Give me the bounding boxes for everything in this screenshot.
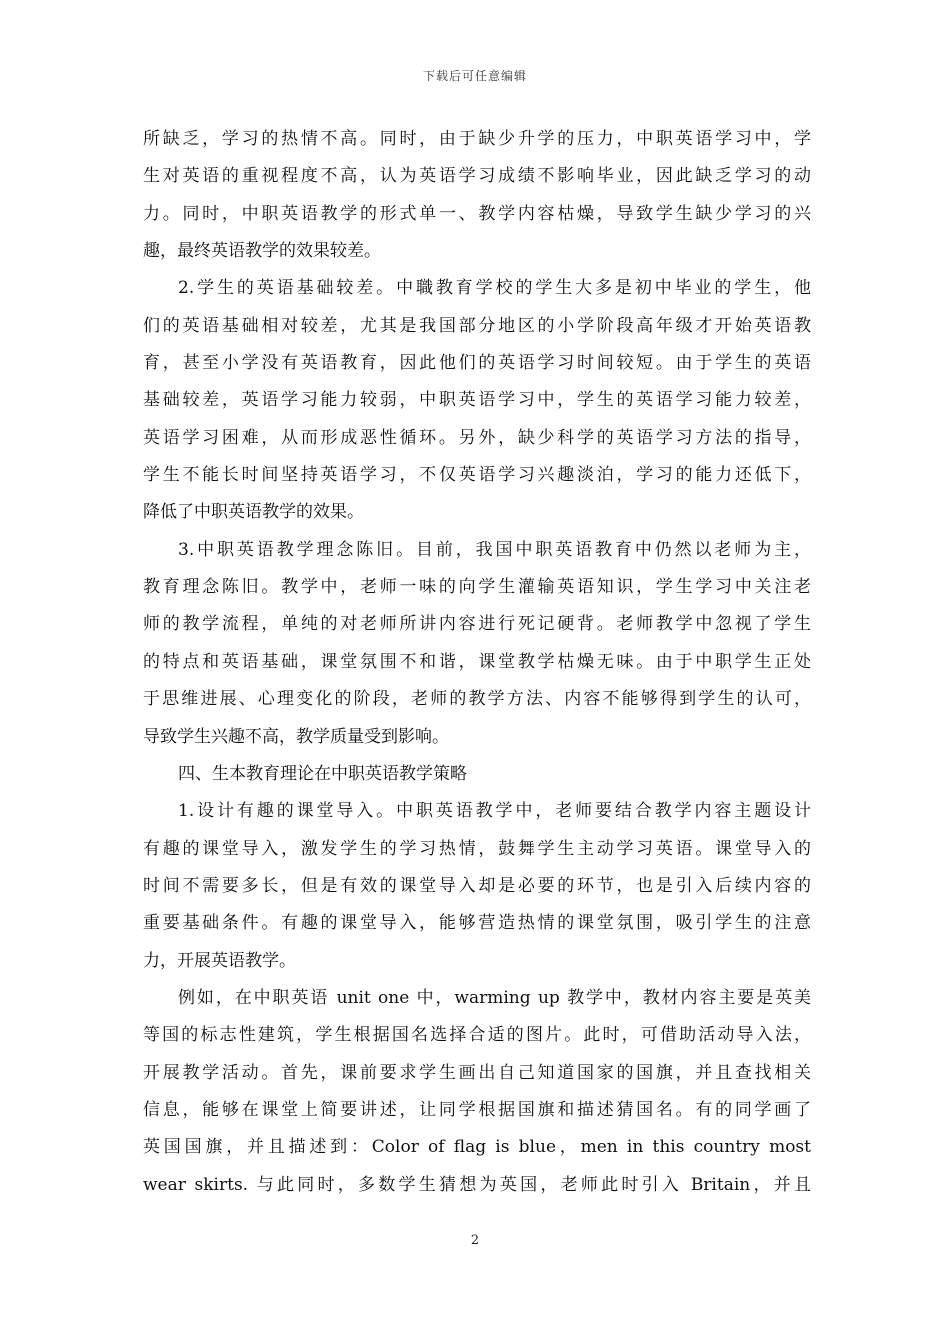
text-line: 重要基础条件。有趣的课堂导入，能够营造热情的课堂氛围，吸引学生的注意: [143, 913, 811, 934]
paragraph-first-line: 1.设计有趣的课堂导入。中职英语教学中，老师要结合教学内容主题设计: [178, 801, 811, 822]
text-line: 时间不需要多长，但是有效的课堂导入却是必要的环节，也是引入后续内容的: [143, 875, 811, 896]
page-header: 下载后可任意编辑: [422, 69, 527, 83]
paragraph-first-line: 3.中职英语教学理念陈旧。目前，我国中职英语教育中仍然以老师为主，: [178, 539, 811, 560]
page-number: 2: [470, 1233, 480, 1248]
section-heading: 四、生本教育理论在中职英语教学策略: [178, 763, 467, 784]
text-line: 学生不能长时间坚持英语学习，不仅英语学习兴趣淡泊，学习的能力还低下，: [143, 465, 811, 486]
text-line: 力，开展英语教学。: [143, 950, 296, 971]
text-line: 育，甚至小学没有英语教育，因此他们的英语学习时间较短。由于学生的英语: [143, 353, 811, 374]
text-line: 有趣的课堂导入，激发学生的学习热情，鼓舞学生主动学习英语。课堂导入的: [143, 838, 811, 859]
text-line: 导致学生兴趣不高，教学质量受到影响。: [143, 726, 449, 747]
text-line: 力。同时，中职英语教学的形式单一、教学内容枯燥，导致学生缺少学习的兴: [143, 203, 811, 224]
text-line: 趣，最终英语教学的效果较差。: [143, 241, 381, 262]
text-line: 英国国旗，并且描述到：Color of flag is blue，men in this country most: [143, 1137, 811, 1158]
text-line: 信息，能够在课堂上简要讲述，让同学根据国旗和描述猜国名。有的同学画了: [143, 1099, 811, 1120]
text-line: 所缺乏，学习的热情不高。同时，由于缺少升学的压力，中职英语学习中，学: [143, 129, 811, 149]
text-line: 开展教学活动。首先，课前要求学生画出自己知道国家的国旗，并且查找相关: [143, 1062, 811, 1083]
text-line: 师的教学流程，单纯的对老师所讲内容进行死记硬背。老师教学中忽视了学生: [143, 614, 811, 635]
text-line: 英语学习困难，从而形成恶性循环。另外，缺少科学的英语学习方法的指导，: [143, 427, 811, 448]
text-line: 降低了中职英语教学的效果。: [143, 502, 364, 523]
paragraph-first-line: 例如，在中职英语 unit one 中，warming up 教学中，教材内容主要是英美: [178, 987, 811, 1008]
text-line: 基础较差，英语学习能力较弱，中职英语学习中，学生的英语学习能力较差，: [143, 390, 811, 411]
paragraph-first-line: 2.学生的英语基础较差。中職教育学校的学生大多是初中毕业的学生，他: [178, 278, 811, 299]
text-line: 于思维进展、心理变化的阶段，老师的教学方法、内容不能够得到学生的认可，: [143, 689, 811, 710]
text-line: 生对英语的重视程度不高，认为英语学习成绩不影响毕业，因此缺乏学习的动: [143, 166, 811, 187]
text-line: 教育理念陈旧。教学中，老师一味的向学生灌输英语知识，学生学习中关注老: [143, 577, 811, 598]
text-line: wear skirts. 与此同时，多数学生猜想为英国，老师此时引入 Britain，并且: [143, 1174, 811, 1195]
document-body: [143, 121, 811, 1204]
text-line: 的特点和英语基础，课堂氛围不和谐，课堂教学枯燥无味。由于中职学生正处: [143, 651, 811, 672]
text-line: 们的英语基础相对较差，尤其是我国部分地区的小学阶段高年级才开始英语教: [143, 315, 811, 336]
text-line: 等国的标志性建筑，学生根据国名选择合适的图片。此时，可借助活动导入法，: [143, 1025, 811, 1046]
